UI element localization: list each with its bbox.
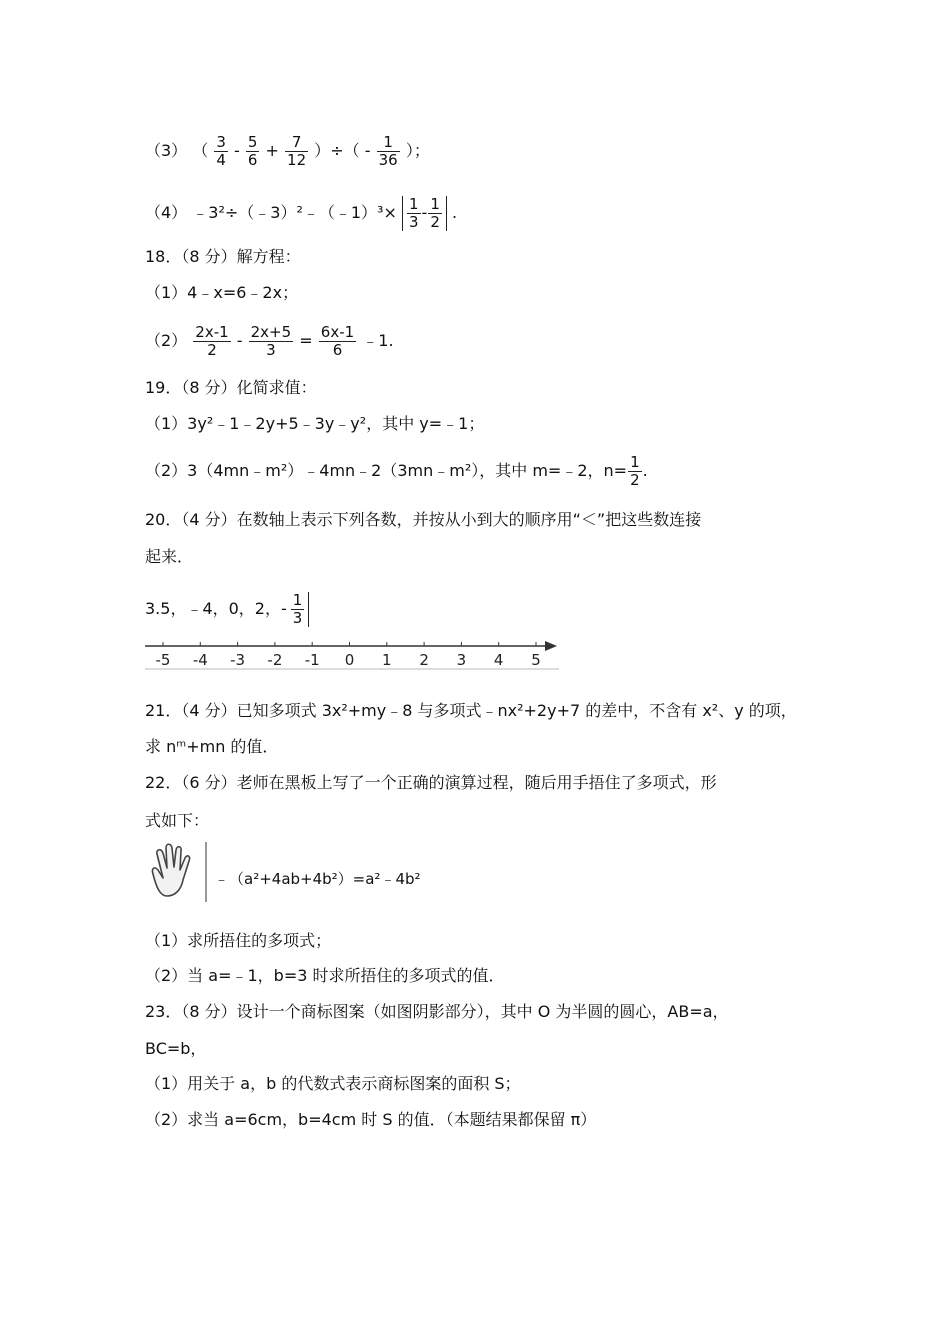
denominator: 3 <box>266 341 276 359</box>
q18-part2 <box>145 324 394 359</box>
q18-header: 18．（8 分）解方程： <box>145 247 301 266</box>
q23-part1: （1）用关于 a，b 的代数式表示商标图案的面积 S； <box>145 1074 521 1093</box>
fraction <box>628 454 642 489</box>
denominator: 4 <box>216 151 226 169</box>
q22-part2: （2）当 a=﹣1，b=3 时求所捂住的多项式的值． <box>145 966 505 985</box>
denominator: 36 <box>378 151 398 169</box>
q18-part1: （1）4﹣x=6﹣2x； <box>145 283 299 302</box>
q23-line2: BC=b， <box>145 1039 207 1058</box>
operator: - <box>364 141 371 160</box>
numerator: 2x-1 <box>195 323 229 341</box>
expression: （2）3（4mn﹣m²）﹣4mn﹣2（3mn﹣m²），其中 m=﹣2，n= <box>145 461 628 480</box>
fraction-box <box>287 592 310 627</box>
operator: + <box>265 141 279 160</box>
numerator: 2x+5 <box>250 323 292 341</box>
q21-line1: 21．（4 分）已知多项式 3x²+my﹣8 与多项式﹣nx²+2y+7 的差中，不含有 x²、y 的项， <box>145 701 797 720</box>
numerator: 1 <box>377 134 400 152</box>
q17-part4 <box>145 196 457 231</box>
numerator: 7 <box>285 134 308 152</box>
label: （3） <box>145 141 188 160</box>
q20-line2: 起来． <box>145 547 194 566</box>
fraction <box>214 134 228 169</box>
operator: - <box>236 331 243 350</box>
denominator: 2 <box>207 341 217 359</box>
expression: ﹣3²÷（﹣3）²﹣（﹣1）³× <box>192 203 397 222</box>
q17-part3 <box>145 134 430 169</box>
q23-part2: （2）求当 a=6cm，b=4cm 时 S 的值．（本题结果都保留 π） <box>145 1110 597 1129</box>
paren: （ <box>192 141 209 160</box>
fraction <box>377 134 400 169</box>
denominator: 2 <box>630 471 640 489</box>
operator: = <box>299 331 313 350</box>
number-line-tick-label: -4 <box>192 651 208 669</box>
q23-line1: 23．（8 分）设计一个商标图案（如图阴影部分），其中 O 为半圆的圆心，AB=a， <box>145 1002 729 1021</box>
number-line-arrow <box>545 641 557 651</box>
q19-part2 <box>145 454 648 489</box>
number-list: 3.5，﹣4，0，2， <box>145 599 281 618</box>
q22-line1: 22．（6 分）老师在黑板上写了一个正确的演算过程，随后用手捂住了多项式，形 <box>145 773 717 792</box>
numerator: 5 <box>247 133 258 151</box>
number-line-tick-label: 1 <box>382 651 392 669</box>
denominator: 3 <box>408 213 419 231</box>
q21-line2: 求 nᵐ+mn 的值． <box>145 737 279 756</box>
fraction <box>291 592 305 627</box>
number-line <box>143 638 563 674</box>
q20-line1: 20．（4 分）在数轴上表示下列各数，并按从小到大的顺序用“＜”把这些数连接 <box>145 510 702 529</box>
period: . <box>642 461 648 480</box>
q22-expression: ﹣（a²+4ab+4b²）=a²﹣4b² <box>214 870 421 888</box>
fraction <box>319 324 356 359</box>
number-line-tick-label: 2 <box>419 651 429 669</box>
numerator: 3 <box>216 133 226 151</box>
number-line-tick-label: 0 <box>344 651 355 669</box>
fraction <box>193 324 230 359</box>
numerator: 6x-1 <box>320 323 355 341</box>
operator: - <box>421 203 428 222</box>
q22-line2: 式如下： <box>145 811 210 830</box>
hand-icon <box>145 840 211 904</box>
operator: - <box>234 141 240 160</box>
q19-part1: （1）3y²﹣1﹣2y+5﹣3y﹣y²，其中 y=﹣1； <box>145 414 485 433</box>
number-line-tick-label: -1 <box>304 651 320 669</box>
q19-header: 19．（8 分）化简求值： <box>145 378 317 397</box>
number-line-tick-label: -2 <box>267 651 283 669</box>
denominator: 6 <box>332 341 343 359</box>
absolute-value <box>402 196 447 231</box>
denominator: 12 <box>287 151 307 169</box>
number-line-tick-label: -5 <box>155 651 171 669</box>
fraction <box>246 134 260 169</box>
paren: ）； <box>405 141 430 160</box>
fraction <box>428 196 442 231</box>
number-line-tick-label: 4 <box>493 651 504 669</box>
period: . <box>451 203 458 222</box>
number-line-tick-label: -3 <box>230 651 246 669</box>
operator: ）÷（ <box>314 141 360 160</box>
fraction <box>407 196 421 231</box>
numerator: 1 <box>430 195 440 213</box>
expression: ﹣1. <box>362 331 394 350</box>
number-line-tick-label: 5 <box>531 651 541 669</box>
label: （2） <box>145 331 188 350</box>
numerator: 1 <box>630 453 640 471</box>
numerator: 1 <box>292 591 303 609</box>
fraction <box>249 324 294 359</box>
denominator: 2 <box>430 213 440 231</box>
q22-part1: （1）求所捂住的多项式； <box>145 931 332 950</box>
fraction <box>285 134 308 169</box>
denominator: 6 <box>247 151 258 169</box>
number-line-tick-label: 3 <box>456 651 467 669</box>
q20-numbers <box>145 592 309 627</box>
numerator: 1 <box>408 195 419 213</box>
label: （4） <box>145 203 188 222</box>
denominator: 3 <box>292 609 303 627</box>
operator: - <box>281 599 287 618</box>
